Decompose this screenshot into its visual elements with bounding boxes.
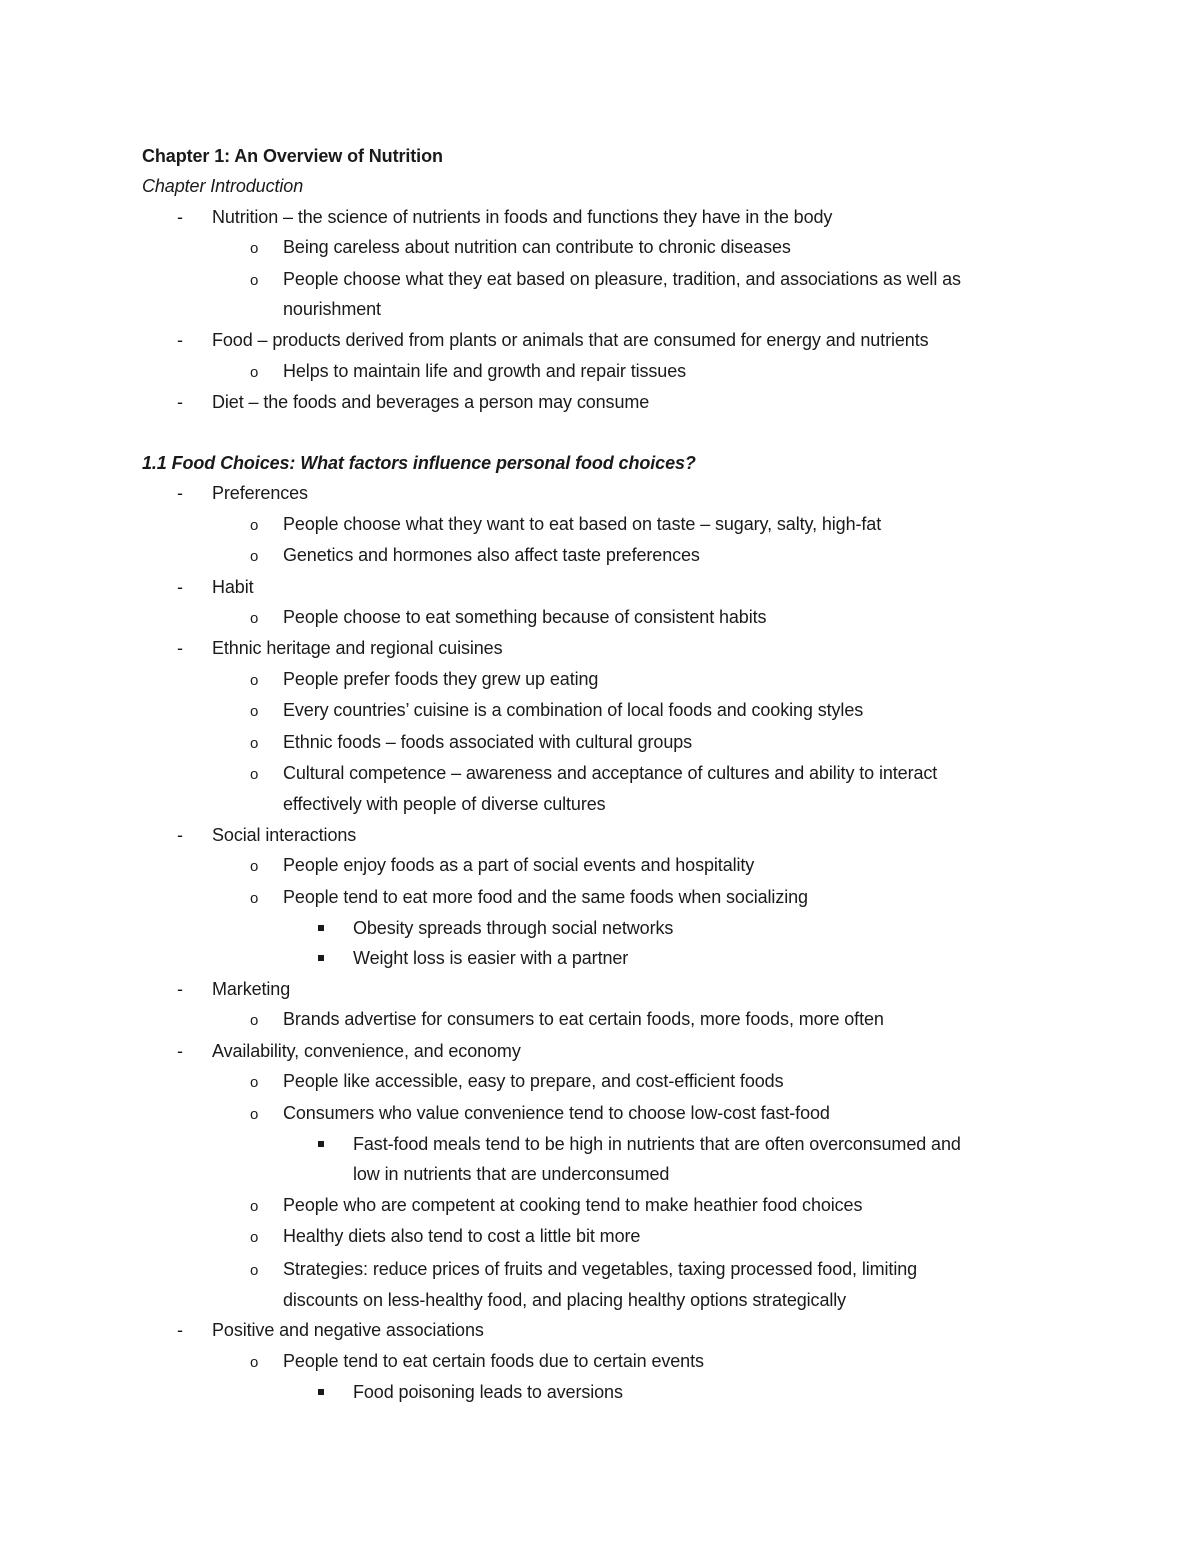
list-item: Being careless about nutrition can contribute to chronic diseases xyxy=(283,237,791,257)
circle-bullet: o xyxy=(250,272,259,289)
square-bullet xyxy=(318,1141,324,1147)
circle-bullet: o xyxy=(250,1106,259,1123)
circle-bullet: o xyxy=(250,1074,259,1091)
list-item: People like accessible, easy to prepare, and cost-efficient foods xyxy=(283,1071,784,1091)
circle-bullet: o xyxy=(250,858,259,875)
list-item: Cultural competence – awareness and acceptance of cultures and ability to interact xyxy=(283,763,938,783)
list-item: Availability, convenience, and economy xyxy=(212,1041,521,1061)
list-item: Food poisoning leads to aversions xyxy=(353,1382,623,1402)
square-bullet xyxy=(318,925,324,931)
list-item: People choose what they eat based on pleasure, tradition, and associations as well as xyxy=(283,269,961,289)
list-item: Ethnic foods – foods associated with cultural groups xyxy=(283,732,693,752)
list-item: Strategies: reduce prices of fruits and vegetables, taxing processed food, limiting xyxy=(283,1259,918,1279)
list-item-continuation: low in nutrients that are underconsumed xyxy=(353,1164,670,1184)
list-item: Preferences xyxy=(212,483,308,503)
circle-bullet: o xyxy=(250,1262,259,1279)
chapter-title: Chapter 1: An Overview of Nutrition xyxy=(142,146,443,166)
list-item: People choose to eat something because of consistent habits xyxy=(283,607,767,627)
dash-bullet: - xyxy=(177,483,183,503)
list-item: Obesity spreads through social networks xyxy=(353,918,674,938)
list-item: People tend to eat certain foods due to certain events xyxy=(283,1351,704,1371)
list-item: Healthy diets also tend to cost a little bit more xyxy=(283,1226,641,1246)
list-item: People enjoy foods as a part of social events and hospitality xyxy=(283,855,755,875)
list-item-continuation: effectively with people of diverse cultures xyxy=(283,794,606,814)
list-item: Nutrition – the science of nutrients in foods and functions they have in the body xyxy=(212,207,833,227)
list-item: Brands advertise for consumers to eat certain foods, more foods, more often xyxy=(283,1009,884,1029)
list-item: Ethnic heritage and regional cuisines xyxy=(212,638,503,658)
dash-bullet: - xyxy=(177,330,183,350)
dash-bullet: - xyxy=(177,638,183,658)
list-item: Helps to maintain life and growth and repair tissues xyxy=(283,361,687,381)
dash-bullet: - xyxy=(177,1041,183,1061)
list-item: Consumers who value convenience tend to choose low-cost fast-food xyxy=(283,1103,830,1123)
circle-bullet: o xyxy=(250,735,259,752)
list-item: People prefer foods they grew up eating xyxy=(283,669,599,689)
dash-bullet: - xyxy=(177,979,183,999)
circle-bullet: o xyxy=(250,1229,259,1246)
circle-bullet: o xyxy=(250,517,259,534)
circle-bullet: o xyxy=(250,672,259,689)
circle-bullet: o xyxy=(250,240,259,257)
circle-bullet: o xyxy=(250,610,259,627)
list-item: People choose what they want to eat based on taste – sugary, salty, high-fat xyxy=(283,514,882,534)
dash-bullet: - xyxy=(177,392,183,412)
list-item: Marketing xyxy=(212,979,291,999)
intro-heading: Chapter Introduction xyxy=(142,176,304,196)
list-item: Diet – the foods and beverages a person may consume xyxy=(212,392,650,412)
list-item: Food – products derived from plants or animals that are consumed for energy and nutrients xyxy=(212,330,929,350)
square-bullet xyxy=(318,1389,324,1395)
list-item: Habit xyxy=(212,577,254,597)
circle-bullet: o xyxy=(250,548,259,565)
dash-bullet: - xyxy=(177,1320,183,1340)
list-item: Social interactions xyxy=(212,825,357,845)
list-item-continuation: nourishment xyxy=(283,299,381,319)
circle-bullet: o xyxy=(250,890,259,907)
section-heading: 1.1 Food Choices: What factors influence personal food choices? xyxy=(142,453,696,473)
circle-bullet: o xyxy=(250,703,259,720)
list-item: Genetics and hormones also affect taste preferences xyxy=(283,545,700,565)
list-item-continuation: discounts on less-healthy food, and placing healthy options strategically xyxy=(283,1290,847,1310)
list-item: Positive and negative associations xyxy=(212,1320,484,1340)
circle-bullet: o xyxy=(250,1012,259,1029)
circle-bullet: o xyxy=(250,1354,259,1371)
list-item: Fast-food meals tend to be high in nutrients that are often overconsumed and xyxy=(353,1134,961,1154)
list-item: Weight loss is easier with a partner xyxy=(353,948,629,968)
list-item: People who are competent at cooking tend to make heathier food choices xyxy=(283,1195,863,1215)
list-item: People tend to eat more food and the same foods when socializing xyxy=(283,887,808,907)
list-item: Every countries’ cuisine is a combination of local foods and cooking styles xyxy=(283,700,864,720)
dash-bullet: - xyxy=(177,207,183,227)
dash-bullet: - xyxy=(177,825,183,845)
circle-bullet: o xyxy=(250,1198,259,1215)
dash-bullet: - xyxy=(177,577,183,597)
circle-bullet: o xyxy=(250,364,259,381)
circle-bullet: o xyxy=(250,766,259,783)
square-bullet xyxy=(318,955,324,961)
